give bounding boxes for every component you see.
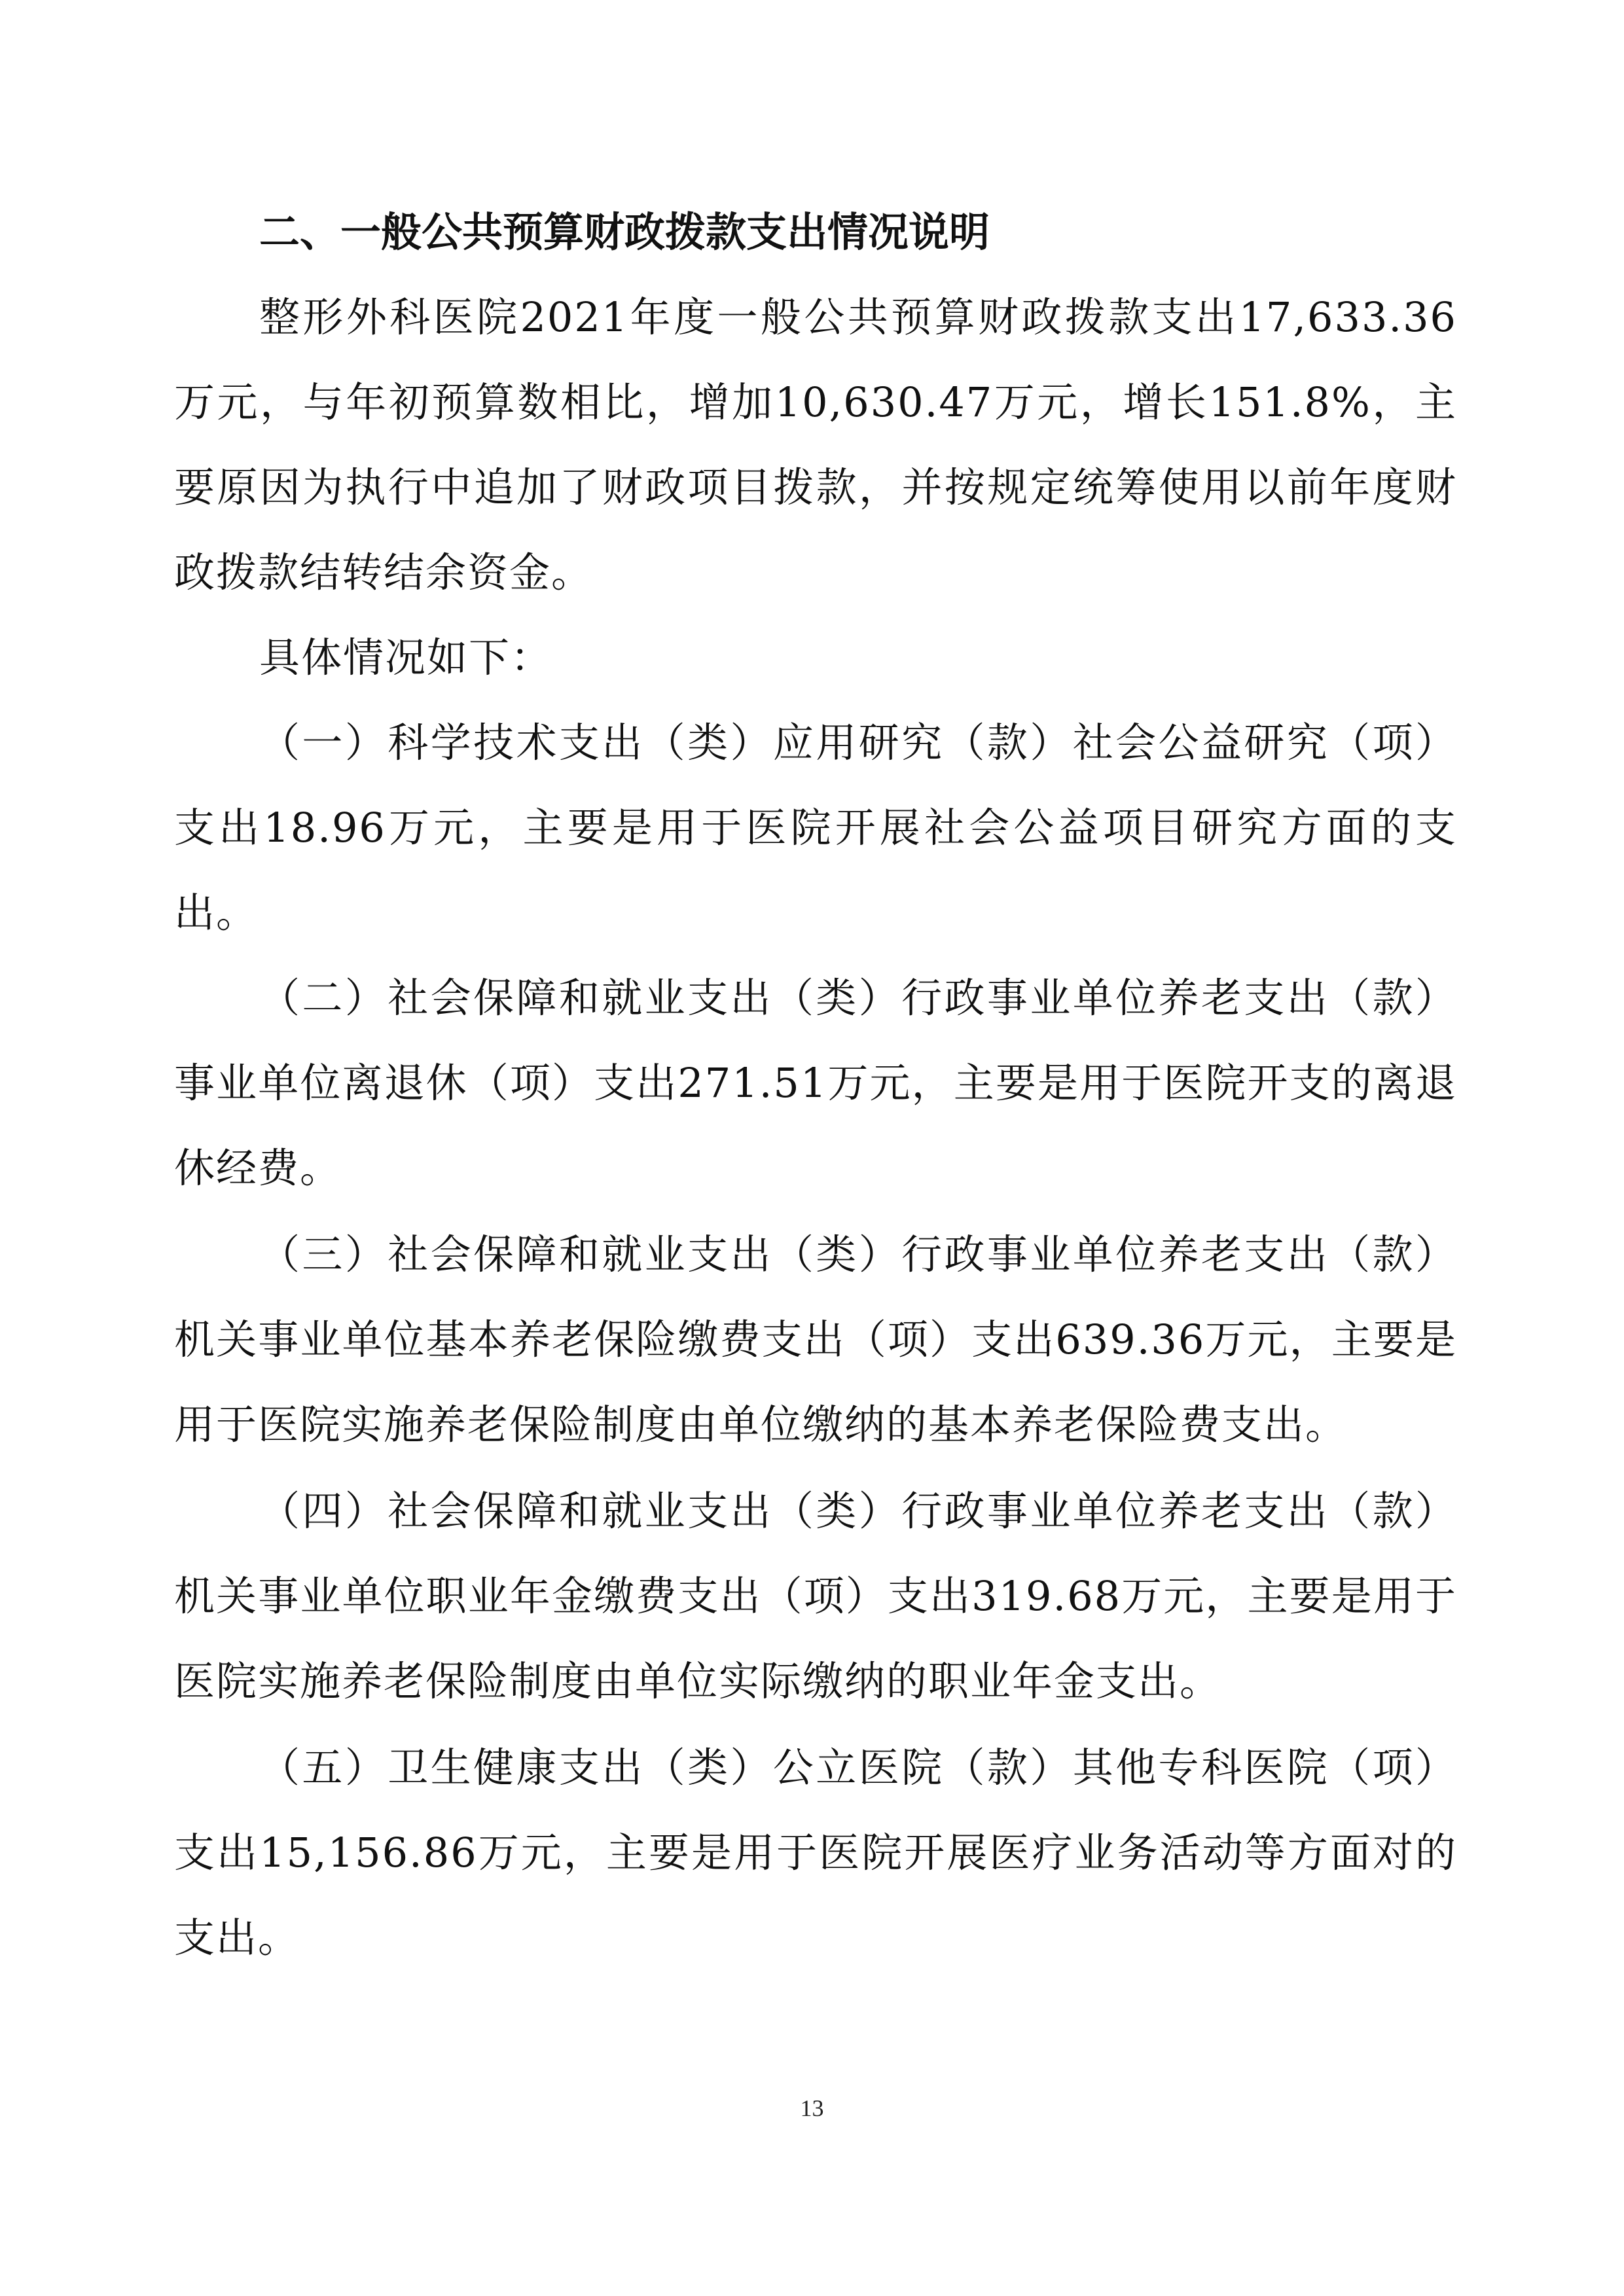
paragraph-summary: 整形外科医院2021年度一般公共预算财政拨款支出17,633.36万元，与年初预算数相比，增加10,630.47万元，增长151.8%，主要原因为执行中追加了财政项目拨款，并按规定统筹使用以前年度财政拨款结转结余资金。 <box>174 293 1457 596</box>
page-number: 13 <box>800 2095 824 2121</box>
paragraph-item-4: （四）社会保障和就业支出（类）行政事业单位养老支出（款）机关事业单位职业年金缴费支出（项）支出319.68万元，主要是用于医院实施养老保险制度由单位实际缴纳的职业年金支出。 <box>174 1487 1457 1705</box>
paragraph-item-5: （五）卫生健康支出（类）公立医院（款）其他专科医院（项）支出15,156.86万元，主要是用于医院开展医疗业务活动等方面对的支出。 <box>174 1744 1457 1962</box>
paragraph-intro: 具体情况如下： <box>259 634 553 681</box>
paragraph-item-1: （一）科学技术支出（类）应用研究（款）社会公益研究（项）支出18.96万元，主要是用于医院开展社会公益项目研究方面的支出。 <box>174 719 1457 937</box>
paragraph-item-2: （二）社会保障和就业支出（类）行政事业单位养老支出（款）事业单位离退休（项）支出271.51万元，主要是用于医院开支的离退休经费。 <box>174 974 1457 1192</box>
document-body <box>174 190 1457 1981</box>
section-heading: 二、一般公共预算财政拨款支出情况说明 <box>259 208 990 256</box>
paragraph-item-3: （三）社会保障和就业支出（类）行政事业单位养老支出（款）机关事业单位基本养老保险缴费支出（项）支出639.36万元，主要是用于医院实施养老保险制度由单位缴纳的基本养老保险费支出。 <box>174 1230 1457 1448</box>
